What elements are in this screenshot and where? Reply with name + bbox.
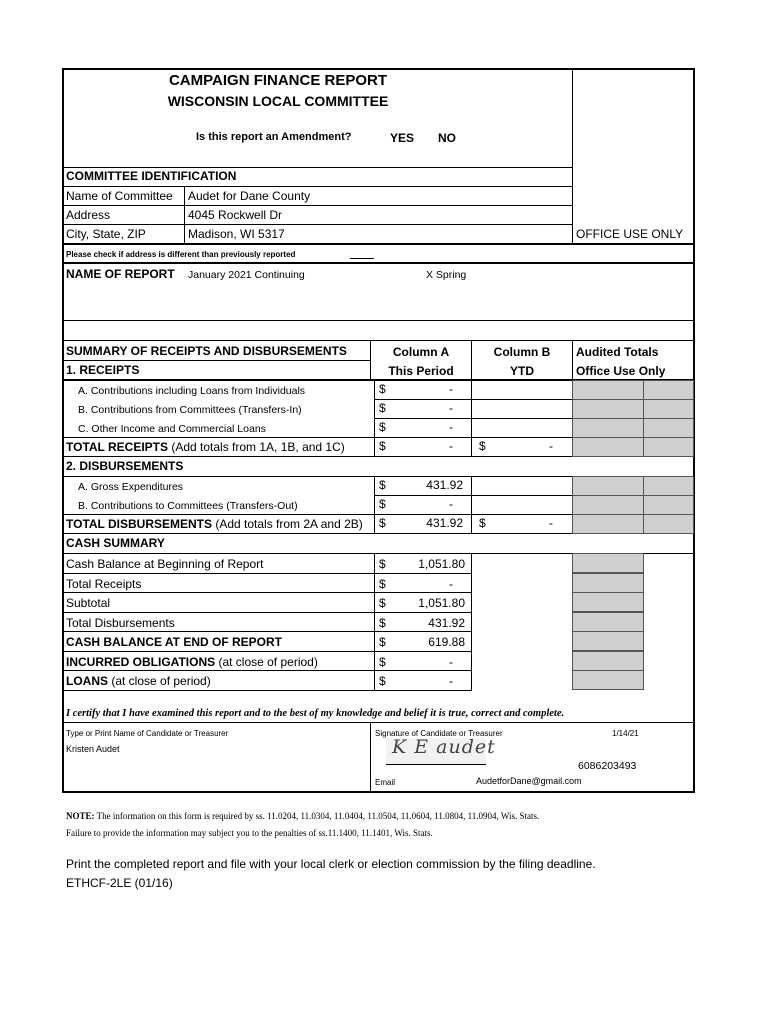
- office-use-label: OFFICE USE ONLY: [576, 227, 684, 241]
- total-disbursements-label: TOTAL DISBURSEMENTS (Add totals from 2A and 2B): [66, 517, 363, 531]
- receipts-row-c-label: C. Other Income and Commercial Loans: [78, 423, 266, 435]
- dollar-sign: $: [379, 401, 386, 415]
- total-disbursements-ytd-value[interactable]: -: [549, 516, 553, 530]
- penalty-note: Failure to provide the information may subject you to the penalties of ss.11.1400, 11.1401, Wis. Stats.: [66, 828, 433, 838]
- amendment-no[interactable]: NO: [438, 131, 456, 145]
- spring-checkbox[interactable]: X Spring: [426, 269, 467, 281]
- cash-receipts-value[interactable]: -: [449, 577, 453, 591]
- summary-heading: SUMMARY OF RECEIPTS AND DISBURSEMENTS: [66, 344, 347, 358]
- cash-subtotal-label: Subtotal: [66, 596, 111, 610]
- dollar-sign: $: [379, 516, 386, 530]
- dollar-sign: $: [379, 655, 386, 669]
- city-field[interactable]: Madison, WI 5317: [188, 227, 285, 241]
- dollar-sign: $: [379, 596, 386, 610]
- dollar-sign: $: [479, 439, 486, 453]
- receipts-row-a-value[interactable]: -: [449, 382, 453, 396]
- loans-label: LOANS (at close of period): [66, 674, 211, 688]
- column-b-heading: Column B: [493, 345, 551, 359]
- form-left-border: [62, 68, 64, 792]
- audited-sub: Office Use Only: [576, 364, 666, 378]
- disbursements-row-a-value[interactable]: 431.92: [426, 478, 463, 492]
- treasurer-name-label: Type or Print Name of Candidate or Treasurer: [66, 729, 229, 738]
- committee-name-field[interactable]: Audet for Dane County: [188, 189, 311, 203]
- dollar-sign: $: [379, 674, 386, 688]
- address-label: Address: [66, 208, 111, 222]
- dollar-sign: $: [379, 439, 386, 453]
- form-top-border: [62, 68, 695, 70]
- cash-beginning-value[interactable]: 1,051.80: [418, 557, 465, 571]
- dollar-sign: $: [379, 635, 386, 649]
- audited-heading: Audited Totals: [576, 345, 659, 359]
- cash-disbursements-label: Total Disbursements: [66, 616, 175, 630]
- incurred-obligations-label: INCURRED OBLIGATIONS (at close of period): [66, 655, 318, 669]
- signature-text: K E audet: [392, 736, 496, 758]
- filing-instructions: Print the completed report and file with your local clerk or election commission by the filing deadline.: [66, 857, 596, 871]
- signature-image: [386, 736, 496, 765]
- amendment-question: Is this report an Amendment?: [196, 131, 352, 143]
- form-title: CAMPAIGN FINANCE REPORT: [168, 72, 388, 89]
- address-change-note: Please check if address is different than previously reported: [66, 250, 296, 259]
- disbursements-row-b-label: B. Contributions to Committees (Transfers-Out): [78, 500, 298, 512]
- committee-section-heading: COMMITTEE IDENTIFICATION: [66, 169, 237, 183]
- cash-receipts-label: Total Receipts: [66, 577, 142, 591]
- form-id: ETHCF-2LE (01/16): [66, 876, 173, 890]
- city-label: City, State, ZIP: [66, 227, 146, 241]
- address-field[interactable]: 4045 Rockwell Dr: [188, 208, 283, 222]
- dollar-sign: $: [379, 497, 386, 511]
- form-subtitle: WISCONSIN LOCAL COMMITTEE: [167, 93, 389, 109]
- amendment-yes[interactable]: YES: [390, 131, 415, 145]
- total-receipts-label: TOTAL RECEIPTS (Add totals from 1A, 1B, and 1C): [66, 440, 345, 454]
- office-use-divider: [572, 68, 573, 244]
- legal-note: NOTE: The information on this form is required by ss. 11.0204, 11.0304, 11.0404, 11.0504, 11.0604, 11.0804, 11.0904, Wis. Stats.: [66, 811, 540, 821]
- dollar-sign: $: [379, 616, 386, 630]
- cash-disbursements-value[interactable]: 431.92: [428, 616, 465, 630]
- column-a-heading: Column A: [392, 345, 450, 359]
- receipts-heading: 1. RECEIPTS: [66, 363, 140, 377]
- disbursements-row-a-label: A. Gross Expenditures: [78, 481, 184, 493]
- total-disbursements-value[interactable]: 431.92: [426, 516, 463, 530]
- total-receipts-ytd-value[interactable]: -: [549, 439, 553, 453]
- receipts-row-b-label: B. Contributions from Committees (Transfers-In): [78, 404, 302, 416]
- column-b-sub: YTD: [510, 364, 534, 378]
- committee-name-label: Name of Committee: [66, 189, 173, 203]
- phone-field[interactable]: 6086203493: [578, 760, 637, 772]
- form-bottom-border: [62, 791, 695, 793]
- column-a-sub: This Period: [388, 364, 454, 378]
- report-name-field[interactable]: January 2021 Continuing: [188, 269, 305, 281]
- cash-end-label: CASH BALANCE AT END OF REPORT: [66, 635, 282, 649]
- dollar-sign: $: [479, 516, 486, 530]
- receipts-row-b-value[interactable]: -: [449, 401, 453, 415]
- signature-date[interactable]: 1/14/21: [612, 729, 639, 738]
- disbursements-heading: 2. DISBURSEMENTS: [66, 459, 184, 473]
- report-name-label: NAME OF REPORT: [66, 267, 175, 281]
- incurred-obligations-value[interactable]: -: [449, 655, 453, 669]
- email-field[interactable]: AudetforDane@gmail.com: [476, 776, 582, 786]
- cash-summary-heading: CASH SUMMARY: [66, 536, 165, 550]
- dollar-sign: $: [379, 420, 386, 434]
- dollar-sign: $: [379, 478, 386, 492]
- cash-subtotal-value[interactable]: 1,051.80: [418, 596, 465, 610]
- signature-label: Signature of Candidate or Treasurer: [375, 729, 503, 738]
- receipts-row-a-label: A. Contributions including Loans from Individuals: [78, 385, 306, 397]
- cash-beginning-label: Cash Balance at Beginning of Report: [66, 557, 264, 571]
- certification-statement: I certify that I have examined this report and to the best of my knowledge and belief it is true, correct and complete.: [66, 708, 565, 719]
- loans-value[interactable]: -: [449, 674, 453, 688]
- email-label: Email: [375, 778, 396, 787]
- dollar-sign: $: [379, 382, 386, 396]
- dollar-sign: $: [379, 577, 386, 591]
- receipts-row-c-value[interactable]: -: [449, 420, 453, 434]
- disbursements-row-b-value[interactable]: -: [449, 497, 453, 511]
- treasurer-name-field[interactable]: Kristen Audet: [66, 744, 120, 754]
- total-receipts-value[interactable]: -: [449, 439, 453, 453]
- cash-end-value[interactable]: 619.88: [428, 635, 465, 649]
- dollar-sign: $: [379, 557, 386, 571]
